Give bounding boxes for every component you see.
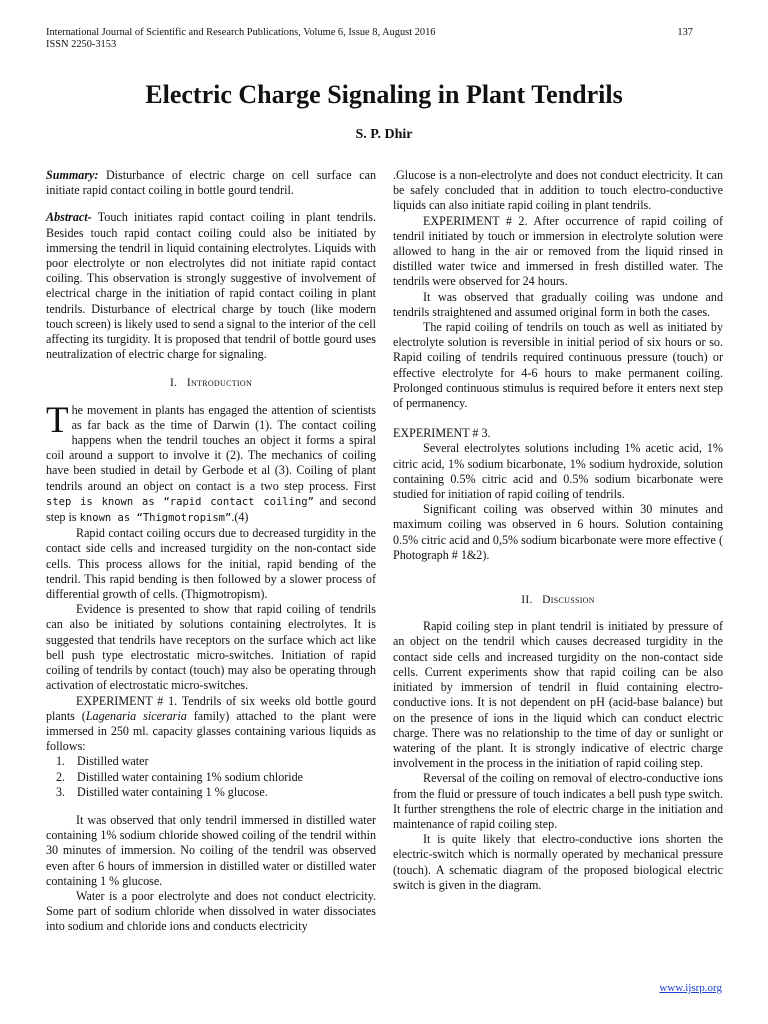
observation-paragraph: It was observed that only tendril immersed in distilled water containing 1% sodium chloride showed coiling of the tendril within 30 minutes of immersion. No coiling of the tendril was observed even after 6 hours of immersion in distilled water or distilled water containing 1 % glucose.	[46, 812, 376, 888]
section-heading-introduction	[46, 376, 376, 391]
list-item-text: Distilled water containing 1 % glucose.	[77, 784, 268, 799]
list-item	[46, 754, 376, 769]
paper-title: Electric Charge Signaling in Plant Tendrils	[145, 80, 623, 109]
list-item-number: 1.	[56, 754, 66, 769]
intro-paragraph-1	[46, 399, 376, 527]
list-item	[46, 770, 376, 785]
author: S. P. Dhir	[355, 127, 413, 142]
list-item	[46, 785, 376, 800]
issn: ISSN 2250-3153	[46, 39, 117, 50]
section-heading-first-letter: I	[186, 377, 191, 390]
glucose-paragraph: .Glucose is a non-electrolyte and does not conduct electricity. It can be safely concluded that in addition to touch electro-conductive liquids can also initiate rapid coiling in plant tendrils.	[393, 168, 723, 213]
journal-citation: International Journal of Scientific and Research Publications, Volume 6, Issue 8, August 2016	[46, 27, 436, 38]
exp1-text-a: EXPERIMENT # 1. Tendrils of six weeks old bottle gourd plants (	[46, 693, 376, 723]
experiment-2-paragraph: EXPERIMENT # 2. After occurrence of rapid coiling of tendril initiated by touch or immersion in electrolyte solution were allowed to hang in the air or removed from the liquid rinsed in distilled water twice and immersed in fresh distilled water. The tendrils were observed for 24 hours.	[393, 213, 723, 289]
discussion-paragraph-2: Reversal of the coiling on removal of electro-conductive ions from the fluid or pressure of touch indicates a bell push type switch. It further strengthens the role of electric charge in the initiation and maintenance of rapid coiling step.	[393, 771, 723, 831]
section-numeral: I.	[169, 377, 178, 390]
intro-paragraph-2: Rapid contact coiling occurs due to decreased turgidity in the contact side cells and increased turgidity on the non-contact side cells. This process allows for the initial, rapid bending of the tendril. This rapid bending is then followed by a slower process of differential growth of cells. (Thigmotropism).	[46, 526, 376, 602]
page-number: 137	[677, 27, 693, 38]
reversible-coiling-paragraph: The rapid coiling of tendrils on touch as well as initiated by electrolyte solution is reversible in initial period of six hours or so. Rapid coiling of tendrils required continuous pressure (touch) or effective electrolyte for 4-6 hours to make permanent coiling. Prolonged continuous stimulus is required before it enters next step of permanency.	[393, 320, 723, 411]
section-heading-rest: ntroduction	[190, 377, 253, 390]
intro-p1-end: .(4)	[231, 510, 249, 525]
section-numeral: II.	[521, 594, 533, 607]
left-column	[46, 168, 376, 935]
intro-p1-main: he movement in plants has engaged the attention of scientists as far back as the time of Darwin (1). The contact coiling happens when the tendril touches an object it forms a spiral coil around a support to involve it (2). The mechanics of coiling have been studied in detail by Gerbode et al (3). Coiling of plant tendrils around an object on contact is a two step process. First	[46, 402, 376, 493]
list-item-number: 2.	[56, 769, 66, 784]
liquid-list	[46, 754, 376, 800]
right-column	[393, 168, 723, 893]
journal-website-link[interactable]: www.ijsrp.org	[659, 982, 722, 994]
section-heading-first-letter: D	[542, 594, 551, 607]
abstract-text: Touch initiates rapid contact coiling in plant tendrils. Besides touch rapid contact coiling could also be initiated by immersing the tendril in liquid containing electrolytes. Liquids with poor electrolyte or non electrolytes did not initiate rapid contact coiling. This observation is strongly suggestive of involvement of electrical charge in the initiation of rapid contact coiling in plant tendrils. Disturbance of electrical charge by touch (like modern touch screen) is likely used to send a signal to the interior of the cell affecting its turgidity. It is proposed that tendril of bottle gourd uses neutralization of electric charge for signaling.	[46, 210, 376, 362]
list-item-text: Distilled water containing 1% sodium chloride	[77, 769, 304, 784]
water-electrolyte-paragraph: Water is a poor electrolyte and does not conduct electricity. Some part of sodium chloride when dissolved in water dissociates into sodium and chloride ions and conducts electricity	[46, 888, 376, 934]
abstract-label: Abstract-	[46, 210, 92, 225]
significant-coiling-paragraph: Significant coiling was observed within 30 minutes and maximum coiling was observed in 6 hours. Solution containing 0.5% citric acid and 0,5% sodium bicarbonate were more effective ( Photograph # 1&2).	[393, 502, 723, 562]
coiling-undone-paragraph: It was observed that gradually coiling was undone and tendrils straightened and assumed original form in both the cases.	[393, 289, 723, 319]
journal-header	[46, 27, 436, 51]
list-item-number: 3.	[56, 784, 66, 799]
list-item-text: Distilled water	[77, 754, 149, 769]
experiment-1-paragraph	[46, 694, 376, 755]
summary-label: Summary:	[46, 168, 99, 182]
intro-p1-mid: and second step is	[46, 493, 376, 525]
species-name: Lagenaria siceraria	[85, 708, 187, 723]
discussion-paragraph-3: It is quite likely that electro-conductive ions shorten the electric-switch which is normally operated by mechanical pressure (touch). A schematic diagram of the proposed biological electric switch is given in the diagram.	[393, 832, 723, 892]
intro-p1-mono-2: known as “Thigmotropism”	[79, 512, 232, 525]
summary-text: Disturbance of electric charge on cell surface can initiate rapid contact coiling in bottle gourd tendril.	[46, 168, 376, 198]
exp1-text-b: family) attached to the plant were immersed in 250 ml. capacity glasses containing various liquids as follows:	[46, 708, 376, 754]
section-heading-rest: iscussion	[550, 594, 595, 607]
abstract-paragraph	[46, 210, 376, 362]
electrolytes-paragraph: Several electrolytes solutions including 1% acetic acid, 1% citric acid, 1% sodium bicarbonate, 1% sodium hydroxide, solution containing 0.5% citric acid and 0.5% sodium bicarbonate were studied for initiation of rapid coiling of tendrils.	[393, 441, 723, 502]
intro-paragraph-3: Evidence is presented to show that rapid coiling of tendrils can also be initiated by solutions containing electrolytes. It is suggested that tendrils have receptors on the surface which act like bell push type electrostatic micro-switches. Initiation of rapid coiling of tendrils by contact (touch) may also be operating through activation of electrostatic micro-switches.	[46, 602, 376, 693]
drop-cap: T	[46, 399, 69, 441]
intro-p1-mono-1: step is known as “rapid contact coiling”	[46, 495, 314, 508]
discussion-paragraph-1: Rapid coiling step in plant tendril is initiated by pressure of an object on the tendril which causes decreased turgidity in the contact side cells and increased turgidity on the non-contact side cells. Current experiments show that rapid coiling can be also initiated by immersion of tendril in fluid containing electro-conductive ions. It is not dependent on pH (acid-base balance) but on the presence of ions in the liquid which can conduct electric charge. There was no relationship to the time of day or sunlight or watering of the plant. It is strongly indicative of electric charge involvement in the process in the initiation of rapid coiling step.	[393, 619, 723, 771]
summary-paragraph	[46, 168, 376, 198]
experiment-3-heading: EXPERIMENT # 3.	[393, 426, 491, 441]
section-heading-discussion	[393, 593, 723, 608]
